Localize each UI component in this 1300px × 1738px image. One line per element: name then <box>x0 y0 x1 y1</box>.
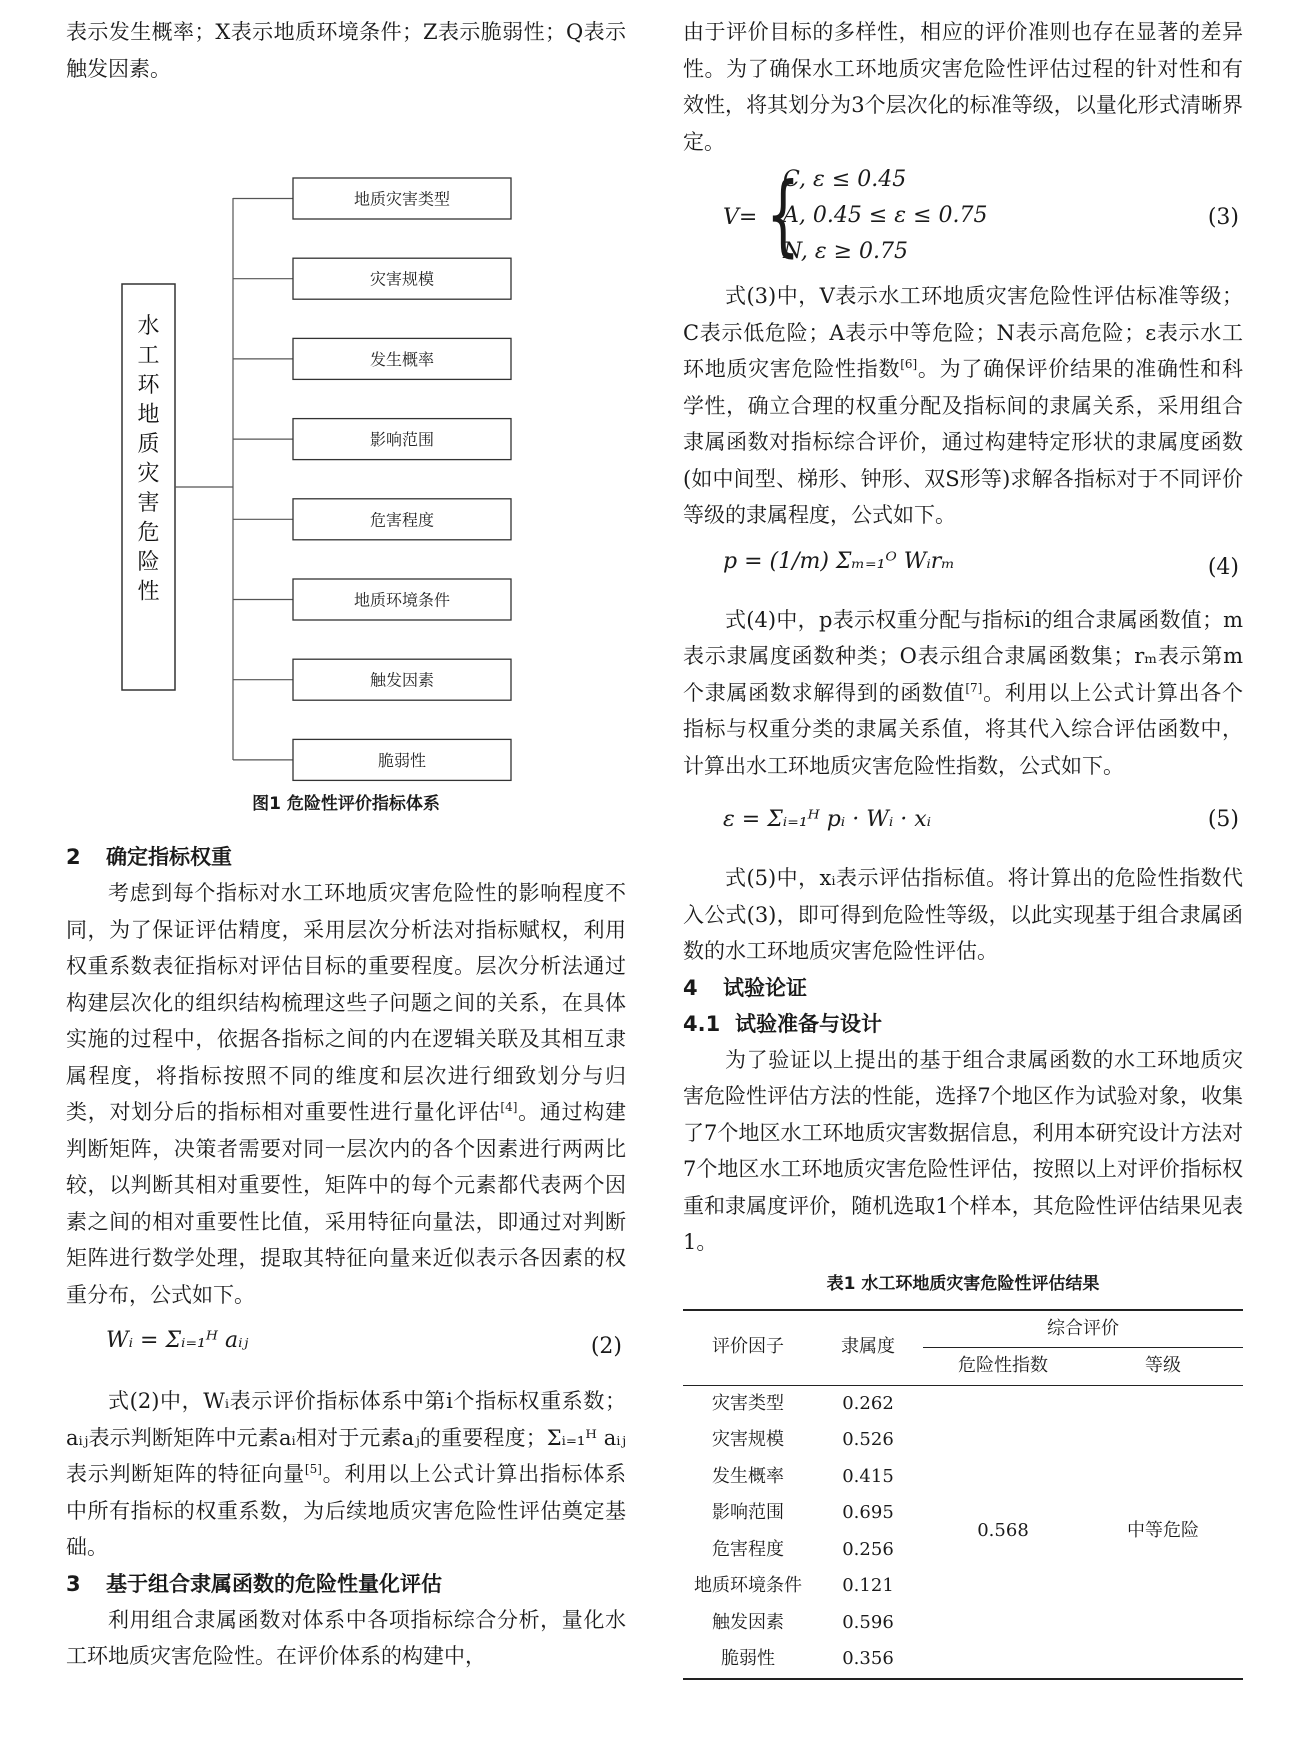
paragraph-text: 式(4)中，p表示权重分配与指标i的组合隶属函数值；m表示隶属度函数种类；O表示组合隶属函数集；rₘ表示第m个隶属函数求解得到的函数值 <box>683 607 1243 705</box>
cell-level: 中等危险 <box>1083 1385 1243 1679</box>
section-3-heading <box>66 1566 626 1602</box>
figure-caption: 图1 危险性评价指标体系 <box>252 794 440 814</box>
root-label-char: 灾 <box>137 461 160 487</box>
right-paragraph-2 <box>683 278 1243 534</box>
cell-degree: 0.526 <box>842 1429 894 1450</box>
citation: [5] <box>304 1462 322 1476</box>
cell-degree: 0.415 <box>842 1465 894 1487</box>
section-title: 试验论证 <box>723 975 807 1000</box>
root-label-char: 水 <box>137 314 160 339</box>
cell-index: 0.568 <box>923 1385 1083 1679</box>
table-caption: 表1 水工环地质灾害危险性评估结果 <box>826 1273 1100 1294</box>
cell-factor: 触发因素 <box>712 1611 784 1633</box>
root-label-char: 害 <box>137 491 160 516</box>
figure-1 <box>66 87 626 833</box>
cell-degree: 0.596 <box>842 1611 894 1633</box>
indicator-label: 危害程度 <box>369 510 435 530</box>
indicator-label: 地质灾害类型 <box>353 189 451 209</box>
root-label-char: 工 <box>137 343 160 369</box>
case-line: N, ε ≥ 0.75 <box>783 239 909 264</box>
section-4-heading <box>683 970 1243 1006</box>
column-group-header: 综合评价 <box>923 1310 1243 1348</box>
right-paragraph-4: 式(5)中，xᵢ表示评估指标值。将计算出的危险性指数代入公式(3)，即可得到危险性等级，以此实现基于组合隶属函数的水工环地质灾害危险性评估。 <box>683 866 1243 963</box>
paragraph-text: 式(2)中，Wᵢ表示评价指标体系中第i个指标权重系数；aᵢⱼ表示判断矩阵中元素aᵢ相对于元素aⱼ的重要程度；Σᵢ₌₁ᴴ aᵢⱼ表示判断矩阵的特征向量 <box>66 1389 626 1486</box>
case-line: A, 0.45 ≤ ε ≤ 0.75 <box>783 203 988 228</box>
equation-2 <box>66 1313 626 1383</box>
paragraph-text: 。为了确保评价结果的准确性和科学性，确立合理的权重分配及指标间的隶属关系，采用组合隶属函数对指标综合评价，通过构建特定形状的隶属度函数(如中间型、梯形、钟形、双S形等)求解各指标对于不同评价等级的隶属程度，公式如下。 <box>683 357 1244 527</box>
section-title: 确定指标权重 <box>106 845 232 869</box>
equation-body: Wᵢ = Σᵢ₌₁ᴴ aᵢⱼ <box>106 1328 249 1353</box>
root-label-char: 地 <box>137 402 160 428</box>
equation-5 <box>683 784 1243 860</box>
cell-degree: 0.256 <box>842 1538 894 1560</box>
section-number: 2 <box>66 845 81 869</box>
intro-paragraph: 表示发生概率；X表示地质环境条件；Z表示脆弱性；Q表示触发因素。 <box>66 20 626 81</box>
indicator-label: 影响范围 <box>369 430 435 450</box>
indicator-label: 发生概率 <box>369 349 435 369</box>
case-line: C, ε ≤ 0.45 <box>783 167 907 192</box>
equation-body: ε = Σᵢ₌₁ᴴ pᵢ · Wᵢ · xᵢ <box>723 807 932 832</box>
section-4-1-heading <box>683 1006 1243 1042</box>
brace-icon: { <box>766 163 800 266</box>
equation-cases <box>783 162 988 270</box>
section-2-paragraph-2 <box>66 1383 626 1566</box>
root-label <box>137 314 160 605</box>
cell-factor: 地质环境条件 <box>694 1575 802 1596</box>
paragraph-text: 。利用以上公式计算出指标体系中所有指标的权重系数，为后续地质灾害危险性评估奠定基础。 <box>66 1462 627 1559</box>
citation: [6] <box>900 357 918 371</box>
indicator-label: 灾害规模 <box>369 269 435 289</box>
cell-factor: 危害程度 <box>712 1538 784 1560</box>
right-column <box>683 14 1243 1680</box>
cell-factor: 影响范围 <box>712 1502 784 1523</box>
equation-number: (4) <box>1207 554 1239 580</box>
cell-degree: 0.356 <box>813 1641 923 1679</box>
right-paragraph-5: 为了验证以上提出的基于组合隶属函数的水工环地质灾害危险性评估方法的性能，选择7个地区作为试验对象，收集了7个地区水工环地质灾害数据信息，利用本研究设计方法对7个地区水工环地质灾害危险性评估，按照以上对评价指标权重和隶属度评价，随机选取1个样本，其危险性评估结果见表1。 <box>683 1047 1243 1254</box>
equation-lhs: V= <box>723 205 758 230</box>
cell-factor: 灾害规模 <box>712 1429 784 1450</box>
cell-degree: 0.262 <box>842 1392 894 1414</box>
column-header-degree: 隶属度 <box>813 1310 923 1386</box>
equation-number: (3) <box>1207 205 1239 230</box>
cell-factor: 发生概率 <box>712 1465 784 1487</box>
results-table <box>683 1309 1243 1680</box>
indicator-label: 地质环境条件 <box>353 590 451 610</box>
section-title: 试验准备与设计 <box>735 1011 882 1036</box>
section-2-heading <box>66 839 626 875</box>
section-2-paragraph-1 <box>66 875 626 1313</box>
equation-number: (2) <box>590 1334 622 1359</box>
section-title: 基于组合隶属函数的危险性量化评估 <box>106 1571 442 1596</box>
equation-3 <box>683 160 1243 278</box>
column-header-index: 危险性指数 <box>923 1348 1083 1386</box>
cell-degree: 0.695 <box>842 1502 894 1523</box>
paragraph-text: 考虑到每个指标对水工环地质灾害危险性的影响程度不同，为了保证评估精度，采用层次分析法对指标赋权，利用权重系数表征指标对评估目标的重要程度。层次分析法通过构建层次化的组织结构梳理这些子问题之间的关系，在具体实施的过程中，依据各指标之间的内在逻辑关联及其相互隶属程度，将指标按照不同的维度和层次进行细致划分与归类，对划分后的指标相对重要性进行量化评估 <box>66 881 626 1124</box>
paragraph-text: 式(3)中，V表示水工环地质灾害危险性评估标准等级；C表示低危险；A表示中等危险；N表示高危险；ε表示水工环地质灾害危险性指数 <box>683 284 1243 381</box>
equation-4 <box>683 534 1243 602</box>
cell-degree: 0.121 <box>842 1575 894 1596</box>
paragraph-text: 。通过构建判断矩阵，决策者需要对同一层次内的各个因素进行两两比较，以判断其相对重要性，矩阵中的每个元素都代表两个因素之间的相对重要性比值，采用特征向量法，即通过对判断矩阵进行数学处理，提取其特征向量来近似表示各因素的权重分布，公式如下。 <box>66 1100 627 1307</box>
section-3-paragraph-1: 利用组合隶属函数对体系中各项指标综合分析，量化水工环地质灾害危险性。在评价体系的构建中， <box>66 1607 626 1668</box>
root-label-char: 危 <box>137 520 160 546</box>
citation: [4] <box>500 1100 518 1114</box>
right-paragraph-3 <box>683 602 1243 785</box>
citation: [7] <box>965 680 983 695</box>
table-row <box>683 1385 1243 1422</box>
section-number: 4 <box>683 975 698 1000</box>
cell-factor: 脆弱性 <box>683 1641 813 1679</box>
root-label-char: 性 <box>137 579 160 605</box>
section-number: 3 <box>66 1571 81 1596</box>
equation-number: (5) <box>1207 807 1239 832</box>
paragraph-text: 。利用以上公式计算出各个指标与权重分类的隶属关系值，将其代入综合评估函数中，计算出水工环地质灾害危险性指数，公式如下。 <box>683 680 1243 778</box>
root-label-char: 险 <box>137 550 160 575</box>
root-label-char: 质 <box>137 432 160 457</box>
cell-factor: 灾害类型 <box>712 1392 784 1414</box>
left-column <box>66 14 626 1675</box>
column-header-level: 等级 <box>1083 1348 1243 1386</box>
figure-1-diagram <box>66 87 626 787</box>
root-label-char: 环 <box>137 373 160 398</box>
section-number: 4.1 <box>683 1011 721 1036</box>
right-paragraph-1: 由于评价目标的多样性，相应的评价准则也存在显著的差异性。为了确保水工环地质灾害危险性评估过程的针对性和有效性，将其划分为3个层次化的标准等级，以量化形式清晰界定。 <box>683 20 1243 154</box>
column-header-factor: 评价因子 <box>683 1310 813 1386</box>
indicator-label: 脆弱性 <box>377 750 427 770</box>
equation-body: p = (1/m) Σₘ₌₁ᴼ Wᵢrₘ <box>723 548 955 574</box>
indicator-label: 触发因素 <box>369 670 435 690</box>
